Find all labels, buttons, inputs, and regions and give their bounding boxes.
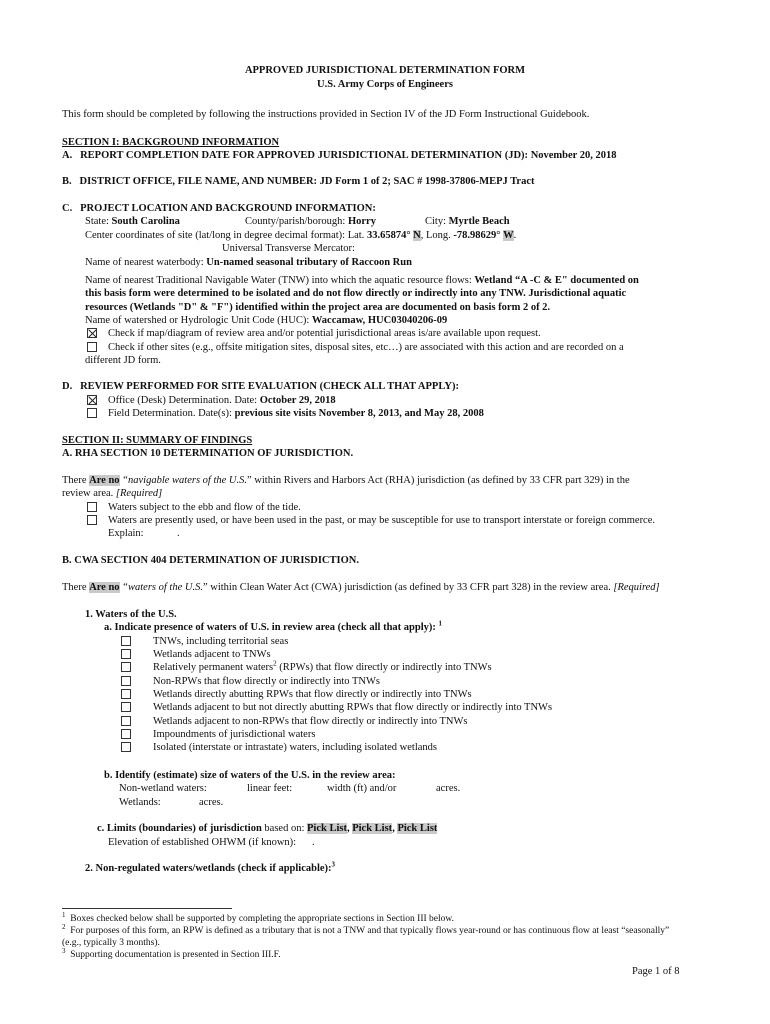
waters-checkbox[interactable] xyxy=(121,702,131,712)
waterbody-label: Name of nearest waterbody: xyxy=(85,257,204,268)
huc-value[interactable]: Waccamaw, HUC03040206-09 xyxy=(311,315,448,326)
waters-checkbox[interactable] xyxy=(121,716,131,726)
rpw-text: Relatively permanent waters xyxy=(153,662,274,673)
waters-checkbox[interactable] xyxy=(121,662,131,672)
nonwetland-label: Non-wetland waters: xyxy=(119,783,207,794)
utm-label: Universal Transverse Mercator: xyxy=(222,243,355,254)
explain-field[interactable]: . xyxy=(177,528,180,539)
county-value[interactable]: Horry xyxy=(347,216,376,227)
waters-item: Wetlands directly abutting RPWs that flow directly or indirectly into TNWs xyxy=(153,689,472,700)
rha-statement-2 xyxy=(62,487,162,500)
form-subtitle: U.S. Army Corps of Engineers xyxy=(317,79,453,90)
waters-checkbox[interactable] xyxy=(121,742,131,752)
section2-heading: SECTION II: SUMMARY OF FINDINGS xyxy=(62,435,253,446)
rha-italic: “navigable waters of the U.S. xyxy=(122,475,247,486)
cwa-required: [Required] xyxy=(613,582,660,593)
tnw-line3: resources (Wetlands "D" & "F") identified within the project area are documented on basis form 2 of 2. xyxy=(85,302,551,313)
footnote-ref-3: 3 xyxy=(331,860,336,869)
cwa-statement xyxy=(62,581,660,594)
commerce-checkbox[interactable] xyxy=(87,515,97,525)
footnote-ref-2: 2 xyxy=(273,659,277,668)
footnote-rule xyxy=(62,908,232,909)
acres-field[interactable]: acres. xyxy=(436,783,461,794)
footnote-3 xyxy=(62,946,281,962)
waters-item: Isolated (interstate or intrastate) waters, including isolated wetlands xyxy=(153,742,437,753)
rpw-tail: (RPWs) that flow directly or indirectly into TNWs xyxy=(276,662,492,673)
footnote-text: Boxes checked below shall be supported by completing the appropriate sections in Section III below. xyxy=(70,914,455,924)
waters-heading: 1. Waters of the U.S. xyxy=(85,609,177,620)
field-determination xyxy=(108,407,484,420)
long-value[interactable]: -78.98629° xyxy=(453,230,501,241)
a-text: REPORT COMPLETION DATE FOR APPROVED JURISDICTIONAL DETERMINATION (JD): xyxy=(80,150,529,161)
section1-heading: SECTION I: BACKGROUND INFORMATION xyxy=(62,137,280,148)
nonregulated-text: 2. Non-regulated waters/wetlands (check if applicable): xyxy=(85,863,332,874)
state-field xyxy=(85,215,180,228)
ebb-flow-checkbox[interactable] xyxy=(87,502,97,512)
waters-item: Wetlands adjacent to but not directly abutting RPWs that flow directly or indirectly into TNWs xyxy=(153,702,553,713)
waterbody-line xyxy=(85,256,412,269)
city-field xyxy=(425,215,510,228)
waterbody-value[interactable]: Un-named seasonal tributary of Raccoon Run xyxy=(206,257,412,268)
check-other-label: Check if other sites (e.g., offsite mitigation sites, disposal sites, etc…) are associated with this action and are recorded on a xyxy=(108,342,624,353)
coords-label: Center coordinates of site (lat/long in degree decimal format): Lat. xyxy=(85,230,365,241)
field-determination-checkbox[interactable] xyxy=(87,408,97,418)
check-other-label-2: different JD form. xyxy=(85,355,161,366)
d-text: REVIEW PERFORMED FOR SITE EVALUATION (CHECK ALL THAT APPLY): xyxy=(80,381,459,392)
form-title: APPROVED JURISDICTIONAL DETERMINATION FORM xyxy=(244,65,526,76)
tnw-line2: this basis form were determined to be isolated and do not flow directly or indirectly into any TNW. Jurisdictional aquatic xyxy=(85,288,627,299)
footnote-number: 2 xyxy=(62,922,66,931)
coordinates-line: Center coordinates of site (lat/long in degree decimal format): Lat. 33.65874° N, Long. -78.98629° W. xyxy=(85,230,517,241)
waters-checkbox[interactable] xyxy=(121,676,131,686)
office-determination xyxy=(108,394,336,407)
explain-label: Explain: xyxy=(108,528,144,539)
separator: , xyxy=(392,823,395,834)
state-label: State: xyxy=(85,216,109,227)
footnote-1 xyxy=(62,910,455,926)
section1-a xyxy=(62,149,617,162)
a-label: A. xyxy=(62,150,73,161)
wetlands-label: Wetlands: xyxy=(119,797,161,808)
office-determination-checkbox[interactable] xyxy=(87,395,97,405)
cwa-select[interactable]: Are no xyxy=(89,582,120,593)
intro-text: This form should be completed by following the instructions provided in Section IV of the JD Form Instructional Guidebook. xyxy=(62,109,590,120)
b-label: B. xyxy=(62,176,72,187)
footnote-number: 3 xyxy=(62,946,66,955)
field-label: Field Determination. Date(s): xyxy=(108,408,232,419)
indicate-presence-text: a. Indicate presence of waters of U.S. in review area (check all that apply): xyxy=(104,622,436,633)
cwa-italic: “waters of the U.S. xyxy=(122,582,203,593)
completion-date: November 20, 2018 xyxy=(530,150,617,161)
lat-direction-select[interactable]: N xyxy=(413,230,421,241)
cwa-pre: There xyxy=(62,582,87,593)
page-number: Page 1 of 8 xyxy=(632,966,680,977)
rha-option-1: Waters subject to the ebb and flow of the tide. xyxy=(108,502,301,513)
city-value[interactable]: Myrtle Beach xyxy=(448,216,510,227)
rha-select[interactable]: Are no xyxy=(89,475,120,486)
indicate-presence xyxy=(104,621,442,634)
tnw-line1 xyxy=(85,274,639,287)
linear-feet-field[interactable]: linear feet: xyxy=(247,783,293,794)
pick-list-1[interactable]: Pick List xyxy=(307,823,347,834)
map-available-checkbox[interactable] xyxy=(87,328,97,338)
ohwm-label: Elevation of established OHWM (if known): xyxy=(108,837,297,848)
huc-label: Name of watershed or Hydrologic Unit Code (HUC): xyxy=(85,315,310,326)
rha-required: [Required] xyxy=(115,488,163,499)
city-label: City: xyxy=(425,216,447,227)
cwa-heading: B. CWA SECTION 404 DETERMINATION OF JURISDICTION. xyxy=(62,555,359,566)
separator: , xyxy=(346,823,350,834)
nonregulated-heading xyxy=(85,862,335,875)
field-dates[interactable]: previous site visits November 8, 2013, and May 28, 2008 xyxy=(234,408,484,419)
footnote-text: Supporting documentation is presented in Section III.F. xyxy=(70,950,281,960)
section1-c xyxy=(62,202,376,215)
limits-line xyxy=(97,822,437,835)
b-text: DISTRICT OFFICE, FILE NAME, AND NUMBER: JD Form 1 of 2; SAC # 1998-37806-MEPJ Tract xyxy=(79,176,535,187)
huc-line xyxy=(85,314,447,327)
waters-item: Non-RPWs that flow directly or indirectly into TNWs xyxy=(153,676,380,687)
waters-item xyxy=(153,661,492,674)
waters-checkbox[interactable] xyxy=(121,689,131,699)
d-label: D. xyxy=(62,381,73,392)
section1-d xyxy=(62,380,459,393)
cwa-post: ” within Clean Water Act (CWA) jurisdiction (as defined by 33 CFR part 328) in the review area. xyxy=(202,582,614,593)
width-field[interactable]: width (ft) and/or xyxy=(327,783,397,794)
limits-mid: based on: xyxy=(261,823,307,834)
long-direction-select[interactable]: W xyxy=(503,230,514,241)
check-map-label: Check if map/diagram of review area and/or potential jurisdictional areas is/are available upon request. xyxy=(108,328,541,339)
rha-pre: There xyxy=(62,475,87,486)
identify-size: b. Identify (estimate) size of waters of the U.S. in the review area: xyxy=(104,770,396,781)
other-sites-checkbox[interactable] xyxy=(87,342,97,352)
footnote-text: For purposes of this form, an RPW is defined as a tributary that is not a TNW and that typically flows year-round or has continuous flow at least “seasonally” xyxy=(70,926,670,936)
footnote-number: 1 xyxy=(62,910,66,919)
lat-value[interactable]: 33.65874° xyxy=(366,230,411,241)
waters-item: TNWs, including territorial seas xyxy=(153,636,289,647)
pick-list-2[interactable]: Pick List xyxy=(352,823,393,834)
c-text: PROJECT LOCATION AND BACKGROUND INFORMATION: xyxy=(80,203,376,214)
waters-checkbox[interactable] xyxy=(121,649,131,659)
footnote-ref-1: 1 xyxy=(438,619,442,628)
state-value[interactable]: South Carolina xyxy=(111,216,180,227)
office-label: Office (Desk) Determination. Date: xyxy=(108,395,258,406)
rha-post: ” within Rivers and Harbors Act (RHA) jurisdiction (as defined by 33 CFR part 329) in the xyxy=(247,475,630,486)
ohwm-field[interactable]: . xyxy=(312,837,315,848)
footnote-2 xyxy=(62,922,670,938)
c-label: C. xyxy=(62,203,73,214)
waters-item: Wetlands adjacent to TNWs xyxy=(153,649,271,660)
footnote-2-cont: (e.g., typically 3 months). xyxy=(62,938,160,948)
tnw-value[interactable]: Wetland “A -C & E" documented on xyxy=(474,275,639,286)
waters-item: Impoundments of jurisdictional waters xyxy=(153,729,316,740)
wetlands-acres-field[interactable]: acres. xyxy=(199,797,224,808)
waters-item: Wetlands adjacent to non-RPWs that flow directly or indirectly into TNWs xyxy=(153,716,468,727)
rha-statement xyxy=(62,474,630,487)
tnw-label: Name of nearest Traditional Navigable Water (TNW) into which the aquatic resource flows: xyxy=(85,275,472,286)
rha-line2-pre: review area. xyxy=(62,488,116,499)
county-field xyxy=(245,215,376,228)
pick-list-3[interactable]: Pick List xyxy=(397,823,438,834)
section1-b xyxy=(62,175,535,188)
rha-heading: A. RHA SECTION 10 DETERMINATION OF JURISDICTION. xyxy=(62,448,354,459)
limits-label: c. Limits (boundaries) of jurisdiction xyxy=(97,823,262,834)
office-date[interactable]: October 29, 2018 xyxy=(259,395,336,406)
rha-option-2: Waters are presently used, or have been used in the past, or may be susceptible for use to transport interstate or foreign commerce. xyxy=(108,515,656,526)
waters-checkbox[interactable] xyxy=(121,729,131,739)
county-label: County/parish/borough: xyxy=(245,216,346,227)
waters-checkbox[interactable] xyxy=(121,636,131,646)
long-label: , Long. xyxy=(420,230,451,241)
